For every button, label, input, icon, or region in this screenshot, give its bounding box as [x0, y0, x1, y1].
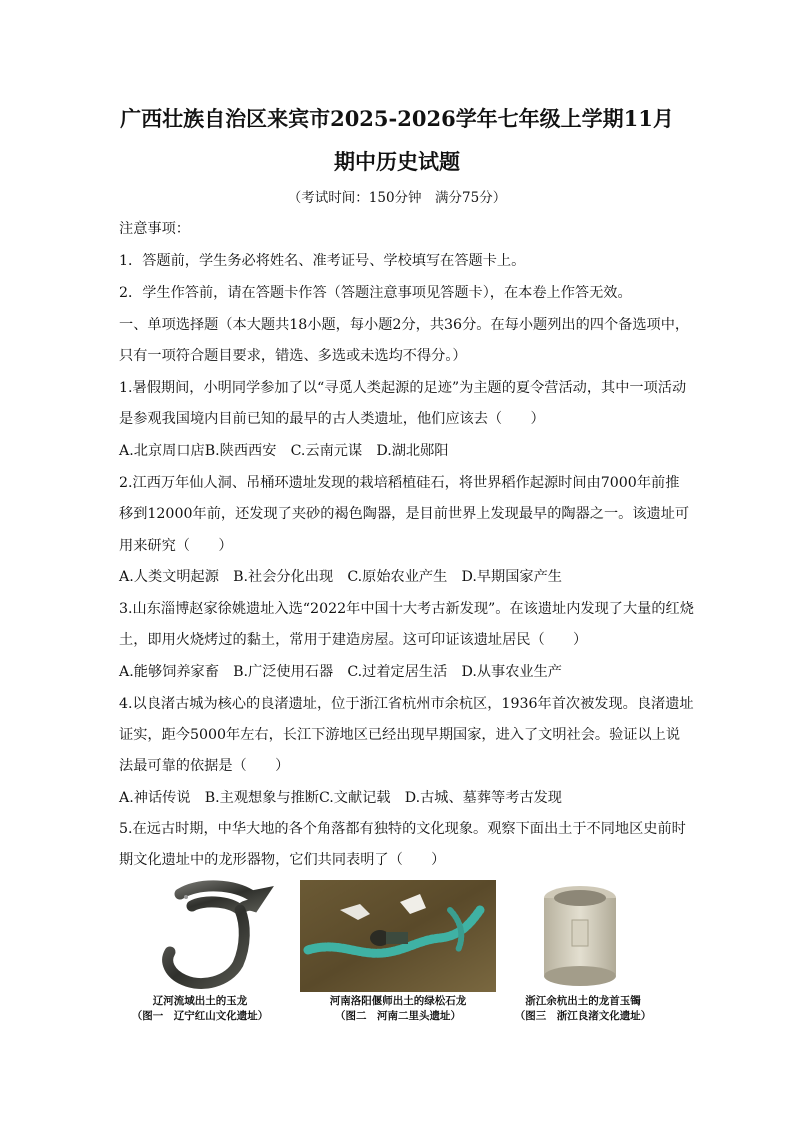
figure-3-caption-line1: 浙江余杭出土的龙首玉镯	[525, 995, 641, 1007]
figure-1-caption-line1: 辽河流域出土的玉龙	[152, 995, 248, 1007]
page-title-line2: 期中历史试题	[334, 149, 460, 174]
question-4-line2: 证实，距今5000年左右，长江下游地区已经出现早期国家，进入了文明社会。验证以上说	[119, 727, 681, 743]
question-2-line1: 2.江西万年仙人洞、吊桶环遗址发现的栽培稻植硅石，将世界稻作起源时间由7000年前推	[119, 475, 680, 491]
page-title-line1: 广西壮族自治区来宾市2025-2026学年七年级上学期11月	[120, 106, 674, 131]
figure-1-caption	[110, 994, 290, 1024]
question-3-line1: 3.山东淄博赵家徐姚遗址入选“2022年中国十大考古新发现”。在该遗址内发现了大量的红烧	[119, 601, 694, 617]
question-4-options: A.神话传说 B.主观想象与推断C.文献记载 D.古城、墓葬等考古发现	[119, 790, 562, 806]
notice-item-2: 2．学生作答前，请在答题卡作答（答题注意事项见答题卡），在本卷上作答无效。	[119, 285, 632, 301]
figure-1-caption-line2: （图一 辽宁红山文化遗址）	[131, 1010, 269, 1022]
figure-3-photo	[534, 880, 624, 992]
figure-2-caption-line1: 河南洛阳偃师出土的绿松石龙	[329, 995, 467, 1007]
question-2-line2: 移到12000年前，还发现了夹砂的褐色陶器，是目前世界上发现最早的陶器之一。该遗址可	[119, 506, 690, 522]
question-4-line3: 法最可靠的依据是（ ）	[119, 758, 290, 774]
section-1-line2: 只有一项符合题目要求，错选、多选或未选均不得分。）	[119, 348, 467, 364]
notice-item-1: 1．答题前，学生务必将姓名、准考证号、学校填写在答题卡上。	[119, 253, 526, 269]
question-5-line2: 期文化遗址中的龙形器物，它们共同表明了（ ）	[119, 852, 446, 868]
question-3-options: A.能够饲养家畜 B.广泛使用石器 C.过着定居生活 D.从事农业生产	[119, 664, 562, 680]
figure-2-photo	[300, 880, 496, 992]
exam-info: （考试时间：150分钟 满分75分）	[287, 190, 507, 206]
figure-3-caption-line2: （图三 浙江良渚文化遗址）	[514, 1010, 652, 1022]
question-3-line2: 土，即用火烧烤过的黏土，常用于建造房屋。这可印证该遗址居民（ ）	[119, 632, 588, 648]
figure-1-photo	[140, 876, 280, 994]
figure-3-caption	[498, 994, 668, 1024]
question-5-line1: 5.在远古时期，中华大地的各个角落都有独特的文化现象。观察下面出土于不同地区史前时	[119, 821, 686, 837]
question-1-options: A.北京周口店B.陕西西安 C.云南元谋 D.湖北郧阳	[119, 443, 449, 459]
question-2-line3: 用来研究（ ）	[119, 538, 233, 554]
section-1-line1: 一、单项选择题（本大题共18小题，每小题2分，共36分。在每小题列出的四个备选项中，	[119, 317, 690, 333]
notice-heading: 注意事项：	[119, 221, 190, 237]
figure-2-caption-line2: （图二 河南二里头遗址）	[335, 1010, 461, 1022]
question-4-line1: 4.以良渚古城为核心的良渚遗址，位于浙江省杭州市余杭区，1936年首次被发现。良渚遗址	[119, 696, 694, 712]
question-2-options: A.人类文明起源 B.社会分化出现 C.原始农业产生 D.早期国家产生	[119, 569, 562, 585]
question-1-line2: 是参观我国境内目前已知的最早的古人类遗址，他们应该去（ ）	[119, 411, 545, 427]
figure-2-caption	[300, 994, 496, 1024]
question-1-line1: 1.暑假期间，小明同学参加了以“寻觅人类起源的足迹”为主题的夏令营活动，其中一项活动	[119, 380, 687, 396]
